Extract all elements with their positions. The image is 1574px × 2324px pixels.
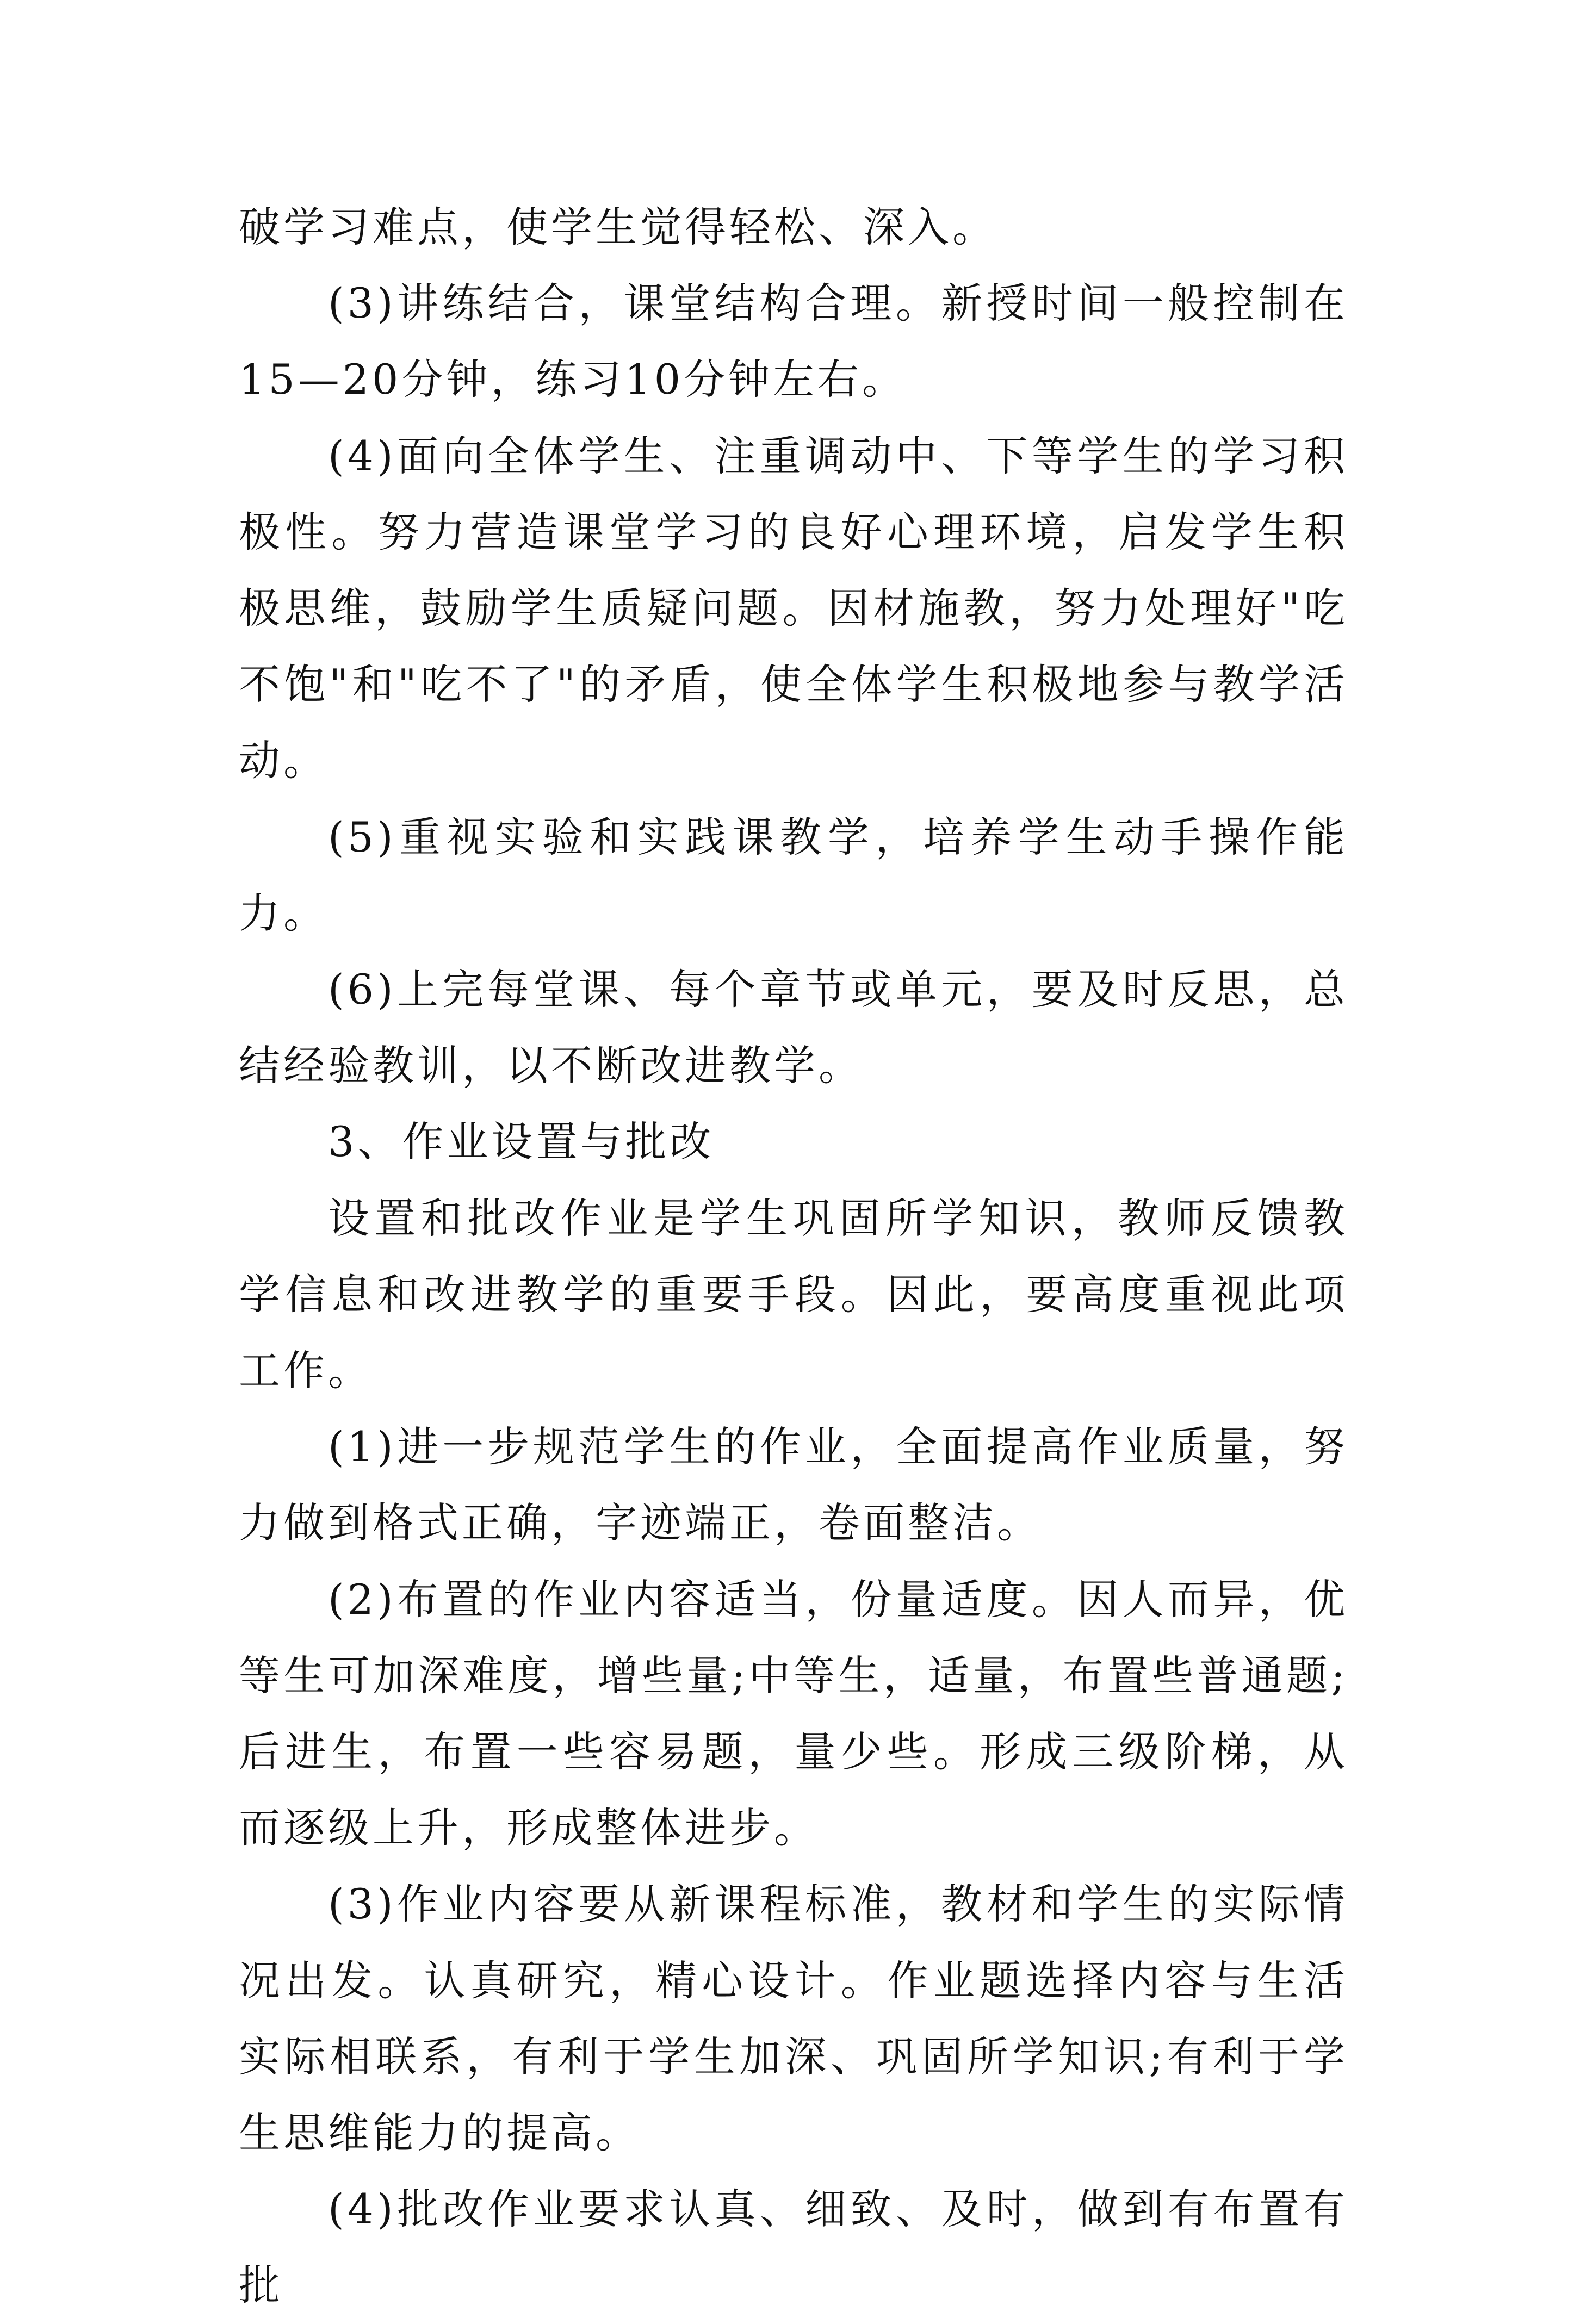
paragraph-homework-item-2: (2)布置的作业内容适当，份量适度。因人而异，优等生可加深难度，增些量;中等生，适量，布置些普通题;后进生，布置一些容易题，量少些。形成三级阶梯，从而逐级上升，形成整体进步。 bbox=[239, 1575, 1348, 1853]
paragraph-continued: 破学习难点，使学生觉得轻松、深入。 bbox=[239, 203, 997, 251]
document-body bbox=[239, 189, 1348, 2324]
paragraph-homework-item-1: (1)进一步规范学生的作业，全面提高作业质量，努力做到格式正确，字迹端正，卷面整洁。 bbox=[239, 1422, 1348, 1548]
paragraph-homework-item-4: (4)批改作业要求认真、细致、及时，做到有布置有批 bbox=[239, 2185, 1348, 2310]
paragraph-homework-intro: 设置和批改作业是学生巩固所学知识，教师反馈教学信息和改进教学的重要手段。因此，要高度重视此项工作。 bbox=[239, 1194, 1348, 1395]
paragraph-item-6-reflection: (6)上完每堂课、每个章节或单元，要及时反思，总结经验教训，以不断改进教学。 bbox=[239, 965, 1348, 1090]
paragraph-item-3-lecture-practice: (3)讲练结合，课堂结构合理。新授时间一般控制在15—20分钟，练习10分钟左右。 bbox=[239, 279, 1348, 404]
paragraph-item-4-all-students: (4)面向全体学生、注重调动中、下等学生的学习积极性。努力营造课堂学习的良好心理环境，启发学生积极思维，鼓励学生质疑问题。因材施教，努力处理好"吃不饱"和"吃不了"的矛盾，使全体学生积极地参与教学活动。 bbox=[239, 431, 1348, 785]
paragraph-item-5-experiments: (5)重视实验和实践课教学，培养学生动手操作能力。 bbox=[239, 812, 1348, 937]
paragraph-homework-item-3: (3)作业内容要从新课程标准，教材和学生的实际情况出发。认真研究，精心设计。作业题选择内容与生活实际相联系，有利于学生加深、巩固所学知识;有利于学生思维能力的提高。 bbox=[239, 1880, 1348, 2158]
section-heading-homework: 3、作业设置与批改 bbox=[328, 1117, 715, 1166]
